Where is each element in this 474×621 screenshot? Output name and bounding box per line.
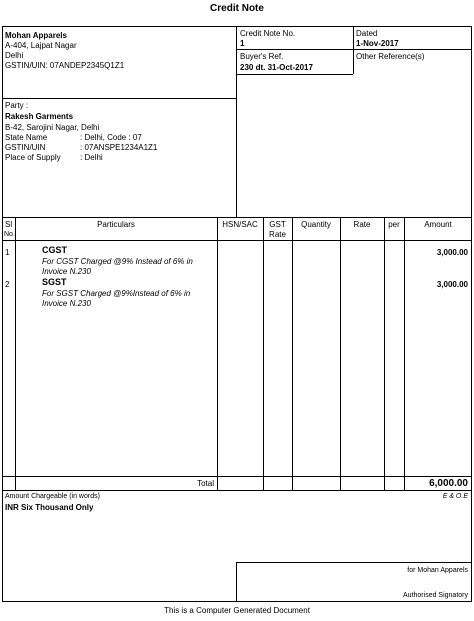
header-gst: GST: [269, 220, 286, 229]
col-divider-per: [404, 217, 405, 490]
other-ref-label: Other Reference(s): [356, 52, 425, 61]
table-bottom-border: [2, 490, 472, 491]
header-per: per: [388, 220, 400, 229]
e-and-oe: E & O.E: [442, 493, 468, 500]
row-2-description-line2: Invoice N.230: [42, 299, 91, 308]
header-quantity: Quantity: [301, 220, 331, 229]
row-1-description-line2: Invoice N.230: [42, 267, 91, 276]
seller-address-line2: Delhi: [5, 51, 24, 60]
row-1-description-line1: For CGST Charged @9% Instead of 6% in: [42, 257, 193, 266]
seller-gstin: GSTIN/UIN: 07ANDEP2345Q1Z1: [5, 61, 125, 70]
credit-note-no-value: 1: [240, 39, 245, 48]
header-sl: Sl: [5, 220, 13, 229]
authorised-signatory: Authorised Signatory: [403, 592, 468, 599]
amount-in-words-value: INR Six Thousand Only: [5, 503, 94, 512]
col-divider-gst: [292, 217, 293, 490]
meta-row-divider: [236, 49, 472, 50]
party-gstin-value: : 07ANSPE1234A1Z1: [80, 143, 158, 152]
buyers-ref-value: 230 dt. 31-Oct-2017: [240, 63, 313, 72]
document-title: Credit Note: [210, 3, 264, 14]
meta-col-divider: [353, 26, 354, 74]
seller-name: Mohan Apparels: [5, 31, 67, 40]
party-gstin-label: GSTIN/UIN: [5, 143, 46, 152]
signature-for-label: for Mohan Apparels: [407, 567, 468, 574]
signature-box-top: [236, 562, 472, 563]
footer-note: This is a Computer Generated Document: [164, 606, 310, 615]
signature-box-left: [236, 562, 237, 602]
dated-label: Dated: [356, 29, 378, 38]
total-label: Total: [197, 479, 214, 488]
row-2-particular: SGST: [42, 277, 67, 287]
row-2-sl: 2: [5, 280, 10, 289]
buyers-ref-label: Buyer's Ref.: [240, 52, 284, 61]
header-amount: Amount: [424, 220, 452, 229]
header-rate: Rate: [353, 220, 371, 229]
col-divider-sl: [15, 217, 16, 490]
header-gst-rate: Rate: [269, 230, 286, 239]
table-top-border: [2, 217, 472, 218]
col-divider-quantity: [340, 217, 341, 490]
party-state-value: : Delhi, Code : 07: [80, 133, 142, 142]
col-divider-rate: [384, 217, 385, 490]
party-label: Party :: [5, 101, 29, 110]
seller-address-line1: A-404, Lajpat Nagar: [5, 41, 77, 50]
row-1-particular: CGST: [42, 245, 68, 255]
amount-in-words-label: Amount Chargeable (in words): [5, 493, 100, 500]
party-name: Rakesh Garments: [5, 112, 74, 121]
header-divider: [236, 26, 237, 217]
buyers-ref-divider: [236, 74, 353, 75]
row-1-amount: 3,000.00: [436, 248, 468, 257]
header-hsn-sac: HSN/SAC: [222, 220, 258, 229]
col-divider-hsn: [263, 217, 264, 490]
party-address: B-42, Sarojini Nagar, Delhi: [5, 123, 100, 132]
party-place-of-supply-label: Place of Supply: [5, 153, 61, 162]
table-total-top-border: [2, 476, 472, 477]
header-no: No.: [4, 231, 15, 238]
party-place-of-supply-value: : Delhi: [80, 153, 103, 162]
row-2-amount: 3,000.00: [436, 280, 468, 289]
header-particulars: Particulars: [97, 220, 135, 229]
row-1-sl: 1: [5, 248, 10, 257]
dated-value: 1-Nov-2017: [356, 39, 399, 48]
total-amount: 6,000.00: [429, 478, 468, 489]
credit-note-no-label: Credit Note No.: [240, 29, 296, 38]
table-header-bottom-border: [2, 240, 472, 241]
col-divider-particulars: [217, 217, 218, 490]
party-state-label: State Name: [5, 133, 48, 142]
seller-party-divider: [2, 98, 236, 99]
row-2-description-line1: For SGST Charged @9%Instead of 6% in: [42, 289, 191, 298]
